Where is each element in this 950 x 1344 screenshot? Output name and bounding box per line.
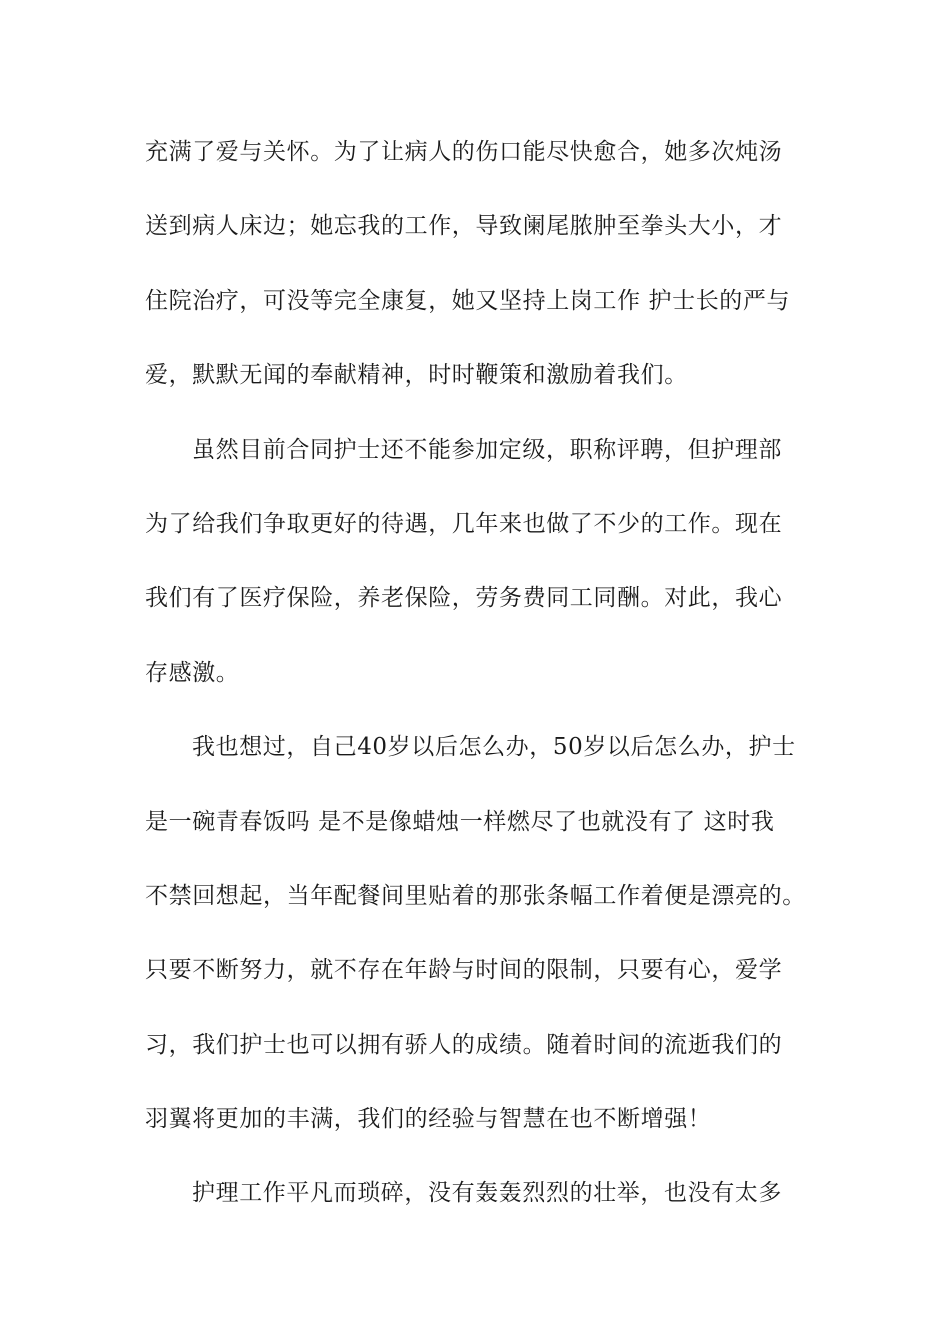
text-line: 住院治疗，可没等完全康复，她又坚持上岗工作 护士长的严与 — [145, 287, 791, 314]
text-line: 送到病人床边；她忘我的工作，导致阑尾脓肿至拳头大小，才 — [145, 213, 783, 240]
text-line: 是一碗青春饭吗 是不是像蜡烛一样燃尽了也就没有了 这时我 — [145, 808, 775, 835]
text-line: 羽翼将更加的丰满，我们的经验与智慧在也不断增强！ — [145, 1106, 712, 1133]
text-line: 不禁回想起，当年配餐间里贴着的那张条幅工作着便是漂亮的。 — [145, 882, 806, 909]
paragraph-start-line: 护理工作平凡而琐碎，没有轰轰烈烈的壮举，也没有太多 — [192, 1180, 782, 1207]
text-line: 存感激。 — [145, 659, 240, 686]
text-line: 我们有了医疗保险，养老保险，劳务费同工同酬。对此，我心 — [145, 585, 783, 612]
text-line: 充满了爱与关怀。为了让病人的伤口能尽快愈合，她多次炖汤 — [145, 139, 783, 165]
text-line: 习，我们护士也可以拥有骄人的成绩。随着时间的流逝我们的 — [145, 1031, 783, 1058]
text-line: 为了给我们争取更好的待遇，几年来也做了不少的工作。现在 — [145, 510, 783, 537]
body-text — [145, 128, 815, 1244]
paragraph-start-line: 我也想过，自己40岁以后怎么办，50岁以后怎么办，护士 — [192, 734, 796, 761]
text-line: 只要不断努力，就不存在年龄与时间的限制，只要有心，爱学 — [145, 957, 783, 984]
paragraph-start-line: 虽然目前合同护士还不能参加定级，职称评聘，但护理部 — [192, 436, 782, 463]
text-line: 爱，默默无闻的奉献精神，时时鞭策和激励着我们。 — [145, 362, 688, 389]
